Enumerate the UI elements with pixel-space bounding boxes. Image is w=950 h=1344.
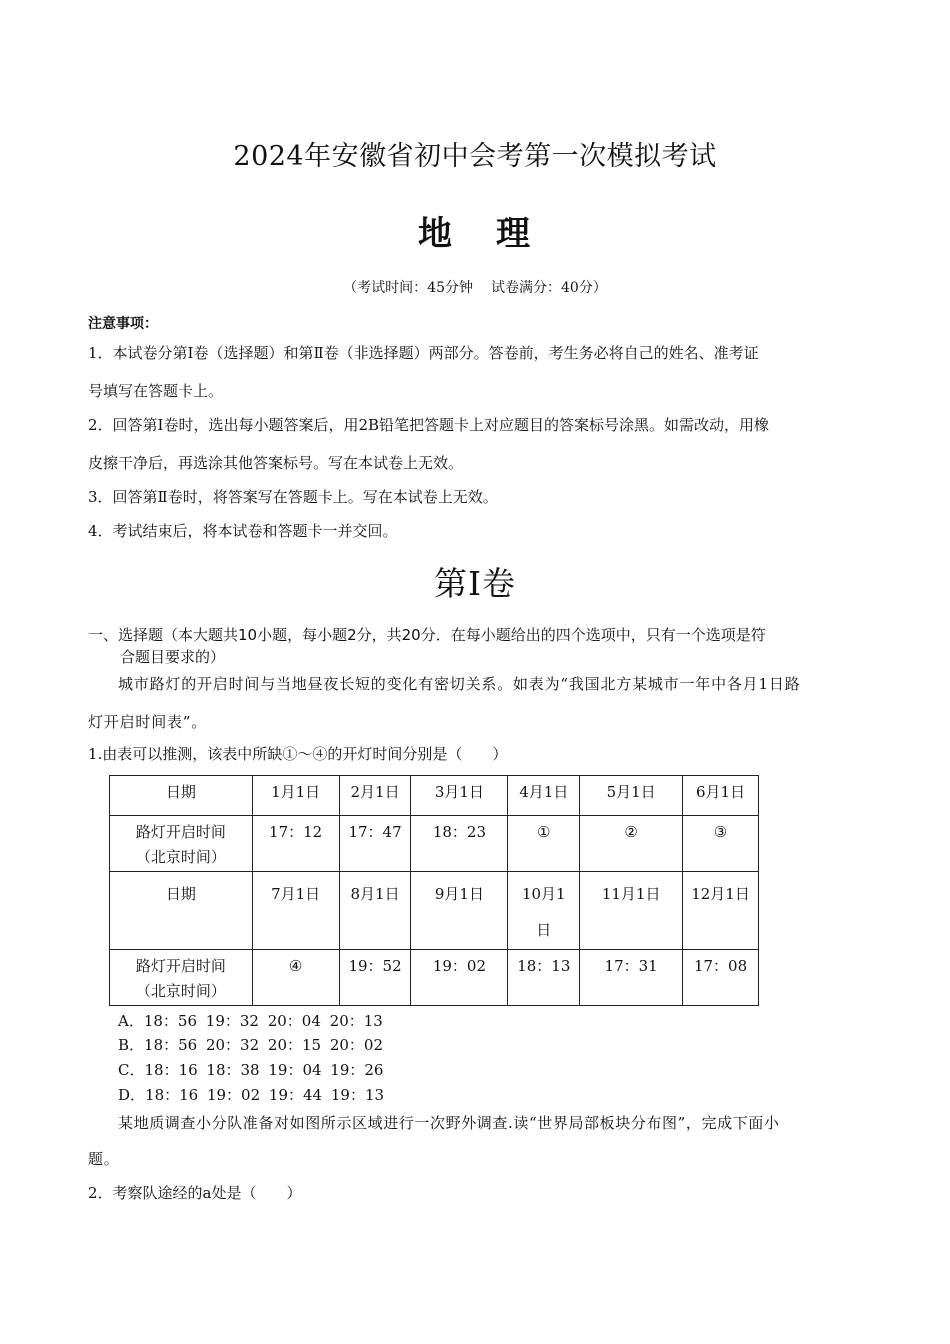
lamp-time-table — [109, 775, 759, 1006]
table-cell: 11月1日 — [580, 872, 683, 950]
notice-item-4: 4．考试结束后，将本试卷和答题卡一并交回。 — [88, 522, 398, 540]
table-cell: 17：08 — [683, 950, 759, 1006]
table-cell: 17：47 — [339, 816, 411, 872]
notice-item-2-line-1: 2．回答第Ⅰ卷时，选出每小题答案后，用2B铅笔把答题卡上对应题目的答案标号涂黑。如需改动，用橡 — [88, 416, 770, 434]
notice-item-2-line-2: 皮擦干净后，再选涂其他答案标号。写在本试卷上无效。 — [88, 454, 464, 472]
table-cell: 4月1日 — [508, 776, 580, 816]
part1-intro-line-2: 灯开启时间表”。 — [88, 713, 208, 731]
table-cell: 6月1日 — [683, 776, 759, 816]
part1-heading-line-2: 合题目要求的） — [120, 648, 226, 666]
table-cell: 日期 — [110, 872, 253, 950]
table-cell: ③ — [683, 816, 759, 872]
exam-info — [0, 277, 950, 297]
row-label-line-1: 路灯开启时间 — [135, 957, 226, 975]
q2-intro-line-1: 某地质调查小分队准备对如图所示区域进行一次野外调查.读“世界局部板块分布图”，完成下面小 — [118, 1114, 780, 1132]
table-cell: 7月1日 — [252, 872, 339, 950]
subject-char-2: 理 — [496, 214, 532, 254]
table-cell — [110, 816, 253, 872]
table-cell: 2月1日 — [339, 776, 411, 816]
table-row — [110, 950, 759, 1006]
exam-time: （考试时间：45分钟 — [343, 280, 473, 296]
q1-option-a: A．18：56 19：32 20：04 20：13 — [118, 1012, 383, 1030]
table-cell — [110, 950, 253, 1006]
table-cell: 17：12 — [252, 816, 339, 872]
part1-heading-line-1: 一、选择题（本大题共10小题，每小题2分，共20分．在每小题给出的四个选项中，只有一个选项是符 — [88, 626, 766, 644]
notice-heading: 注意事项： — [88, 316, 158, 332]
cell-line-1: 10月1 — [521, 885, 566, 903]
row-label-line-2: （北京时间） — [135, 848, 226, 866]
q1-stem: 1.由表可以推测，该表中所缺①～④的开灯时间分别是（ ） — [88, 745, 508, 763]
q1-option-d: D．18：16 19：02 19：44 19：13 — [118, 1086, 385, 1104]
row-label-line-2: （北京时间） — [135, 982, 226, 1000]
table-cell: 18：13 — [508, 950, 580, 1006]
table-row — [110, 776, 759, 816]
table-cell: 18：23 — [411, 816, 508, 872]
table-cell — [508, 872, 580, 950]
table-cell: 9月1日 — [411, 872, 508, 950]
exam-title: 2024年安徽省初中会考第一次模拟考试 — [233, 141, 717, 172]
part1-intro-line-1: 城市路灯的开启时间与当地昼夜长短的变化有密切关系。如表为“我国北方某城市一年中各月1日路 — [118, 675, 801, 693]
table-cell: 3月1日 — [411, 776, 508, 816]
table-cell: 5月1日 — [580, 776, 683, 816]
table-cell: 17：31 — [580, 950, 683, 1006]
table-cell: ② — [580, 816, 683, 872]
row-label-line-1: 路灯开启时间 — [135, 823, 226, 841]
table-cell: 19：52 — [339, 950, 411, 1006]
table-cell: 日期 — [110, 776, 253, 816]
section-title: 第Ⅰ卷 — [433, 564, 517, 603]
table-row — [110, 816, 759, 872]
table-row — [110, 872, 759, 950]
table-cell: ① — [508, 816, 580, 872]
exam-score: 试卷满分：40分） — [491, 280, 607, 296]
cell-line-2: 日 — [536, 921, 552, 939]
q1-option-b: B．18：56 20：32 20：15 20：02 — [118, 1036, 384, 1054]
table-cell: 8月1日 — [339, 872, 411, 950]
q1-option-c: C．18：16 18：38 19：04 19：26 — [118, 1061, 384, 1079]
subject-char-1: 地 — [418, 214, 454, 254]
table-cell: 1月1日 — [252, 776, 339, 816]
table-cell: 12月1日 — [683, 872, 759, 950]
q2-intro-line-2: 题。 — [88, 1150, 120, 1168]
notice-item-3: 3．回答第Ⅱ卷时，将答案写在答题卡上。写在本试卷上无效。 — [88, 488, 498, 506]
notice-item-1-line-2: 号填写在答题卡上。 — [88, 382, 224, 400]
q2-stem: 2．考察队途经的a处是（ ） — [88, 1184, 302, 1202]
subject-title — [0, 206, 950, 255]
table-cell: ④ — [252, 950, 339, 1006]
notice-item-1-line-1: 1．本试卷分第Ⅰ卷（选择题）和第Ⅱ卷（非选择题）两部分。答卷前，考生务必将自己的姓名、准考证 — [88, 344, 759, 362]
table-cell: 19：02 — [411, 950, 508, 1006]
